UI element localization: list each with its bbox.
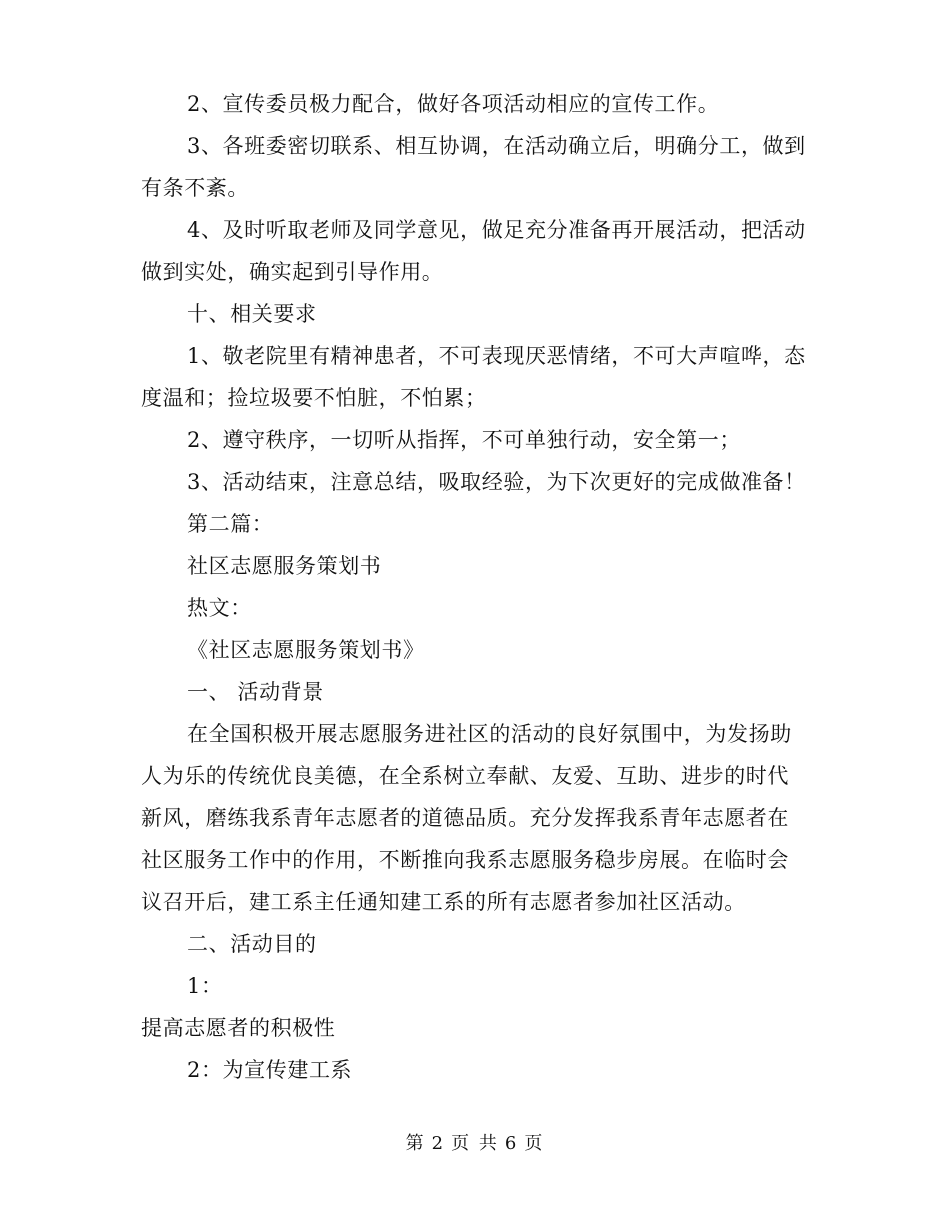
list-item-number: 1： [187, 974, 223, 998]
footer-middle: 页 共 [451, 1133, 499, 1154]
paragraph-line: 做到实处，确实起到引导作用。 [141, 260, 444, 284]
paragraph-line: 有条不紊。 [141, 176, 249, 200]
paragraph-line: 3、活动结束，注意总结，吸取经验，为下次更好的完成做准备！ [187, 470, 806, 494]
paragraph-line: 2、宣传委员极力配合，做好各项活动相应的宣传工作。 [187, 92, 720, 116]
page-footer [0, 1130, 950, 1158]
list-item-text: 2：为宣传建工系 [187, 1058, 353, 1082]
paragraph-line: 在全国积极开展志愿服务进社区的活动的良好氛围中，为发扬助 [187, 722, 792, 746]
list-item-text: 提高志愿者的积极性 [141, 1016, 336, 1040]
section-heading: 十、相关要求 [187, 302, 317, 326]
footer-prefix: 第 [405, 1133, 426, 1154]
paragraph-line: 3、各班委密切联系、相互协调，在活动确立后，明确分工，做到 [187, 134, 806, 158]
footer-suffix: 页 [524, 1133, 545, 1154]
hot-article-label: 热文： [187, 596, 252, 620]
paragraph-line: 社区服务工作中的作用，不断推向我系志愿服务稳步房展。在临时会 [141, 848, 789, 872]
section-heading: 二、活动目的 [187, 932, 317, 956]
document-body [141, 83, 807, 1091]
footer-total-pages: 6 [504, 1133, 519, 1154]
paragraph-line: 议召开后，建工系主任通知建工系的所有志愿者参加社区活动。 [141, 890, 746, 914]
chapter-title: 社区志愿服务策划书 [187, 554, 382, 578]
paragraph-line: 人为乐的传统优良美德，在全系树立奉献、友爱、互助、进步的时代 [141, 764, 789, 788]
paragraph-line: 度温和；捡垃圾要不怕脏，不怕累； [141, 386, 487, 410]
paragraph-line: 2、遵守秩序，一切听从指挥，不可单独行动，安全第一； [187, 428, 741, 452]
chapter-label: 第二篇： [187, 512, 274, 536]
paragraph-line: 4、及时听取老师及同学意见，做足充分准备再开展活动，把活动 [187, 218, 806, 242]
section-heading: 一、 活动背景 [187, 680, 324, 704]
paragraph-line: 1、敬老院里有精神患者，不可表现厌恶情绪，不可大声喧哗，态 [187, 344, 806, 368]
footer-page-number: 2 [431, 1133, 446, 1154]
document-title: 《社区志愿服务策划书》 [187, 638, 425, 662]
paragraph-line: 新风，磨练我系青年志愿者的道德品质。充分发挥我系青年志愿者在 [141, 806, 789, 830]
